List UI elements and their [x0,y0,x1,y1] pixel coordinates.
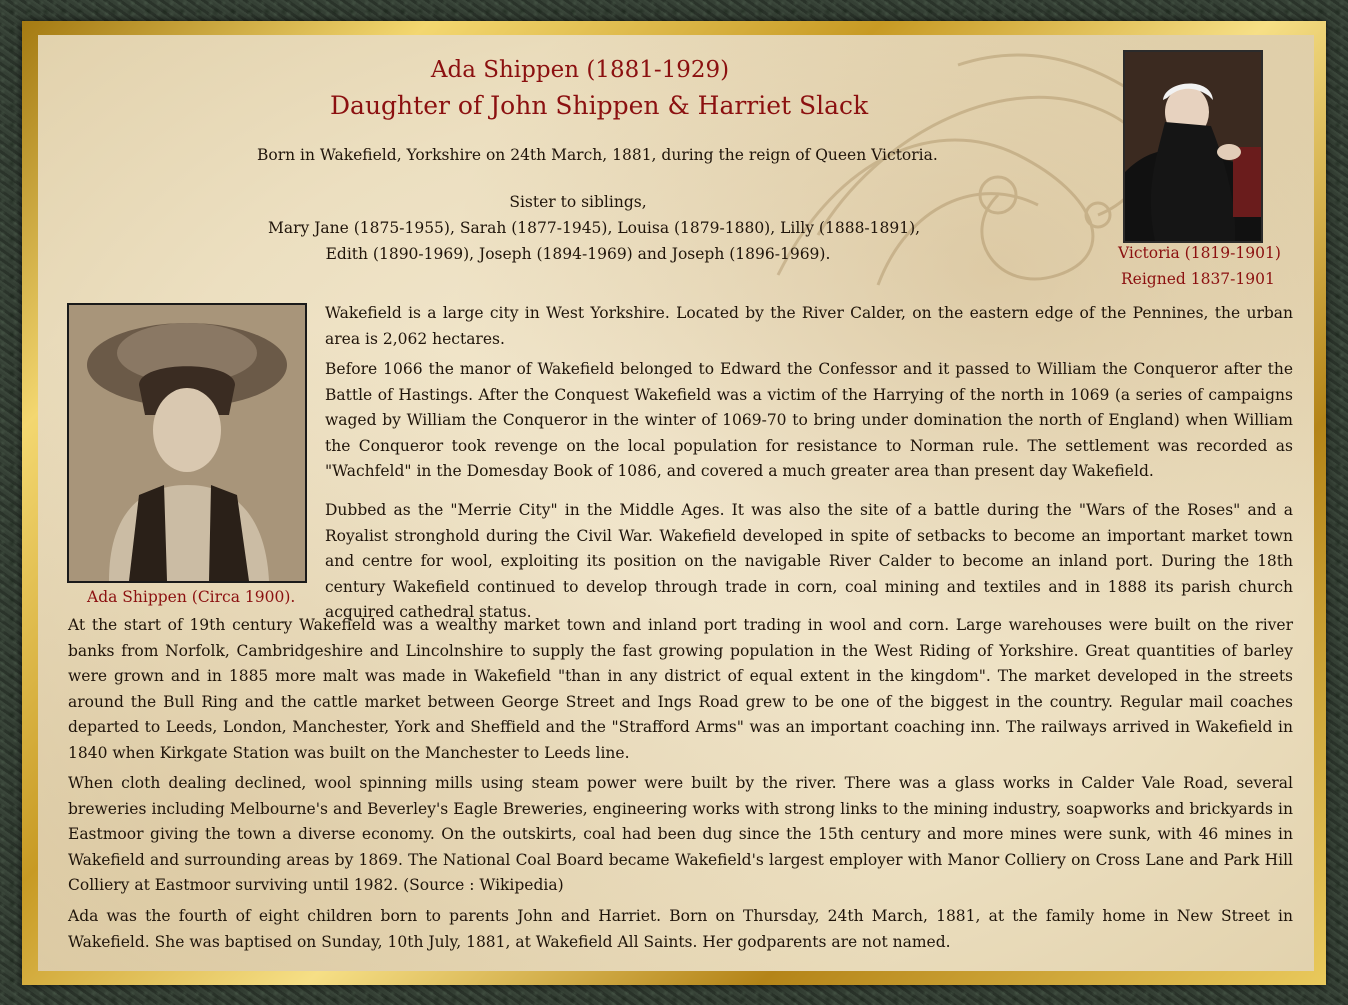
siblings-line-2: Edith (1890-1969), Joseph (1894-1969) and Joseph (1896-1969). [325,245,831,263]
paragraph-early-history: Before 1066 the manor of Wakefield belonged to Edward the Confessor and it passed to William the Conqueror after the Battle of Hastings. After the Conquest Wakefield was a victim of the Harrying of the north in 1069 (a series of campaigns waged by William the Conqueror in the winter of 1069-70 to bring under domination the north of England) when William the Conqueror took revenge on the local population for resistance to Norman rule. The settlement was recorded as "Wachfeld" in the Domesday Book of 1086, and covered a much greater area than present day Wakefield. [325,360,1293,480]
page-subtitle: Daughter of John Shippen & Harriet Slack [330,91,869,120]
queen-victoria-portrait [1123,50,1263,243]
paragraph-ada-birth: Ada was the fourth of eight children born to parents John and Harriet. Born on Thursday, 24th March, 1881, at the family home in New Street in Wakefield. She was baptised on Sunday, 10th July, 1881, at Wakefield All Saints. Her godparents are not named. [68,907,1293,951]
page-title: Ada Shippen (1881-1929) [430,57,730,83]
gold-frame [22,21,1326,985]
parchment-page [38,35,1314,971]
siblings-line-1: Mary Jane (1875-1955), Sarah (1877-1945), Louisa (1879-1880), Lilly (1888-1891), [268,219,921,237]
birth-line: Born in Wakefield, Yorkshire on 24th March, 1881, during the reign of Queen Victoria. [257,146,938,164]
siblings-heading: Sister to siblings, [509,193,647,211]
paragraph-middle-ages: Dubbed as the "Merrie City" in the Middle Ages. It was also the site of a battle during the "Wars of the Roses" and a Royalist stronghold during the Civil War. Wakefield developed in spite of setbacks to become an important market town and centre for wool, exploiting its position on the navigable River Calder to become an inland port. During the 18th century Wakefield continued to develop through trade in corn, coal mining and textiles and in 1888 its parish church acquired cathedral status. [325,501,1293,621]
paragraph-industry: When cloth dealing declined, wool spinning mills using steam power were built by the river. There was a glass works in Calder Vale Road, several breweries including Melbourne's and Beverley's Eagle Breweries, engineering works with strong links to the mining industry, soapworks and brickyards in Eastmoor giving the town a diverse economy. On the outskirts, coal had been dug since the 15th century and more mines were sunk, with 46 mines in Wakefield and surrounding areas by 1869. The National Coal Board became Wakefield's largest employer with Manor Colliery on Cross Lane and Park Hill Colliery at Eastmoor surviving until 1982. (Source : Wikipedia) [68,774,1293,894]
victoria-caption-dates: Victoria (1819-1901) [1118,244,1281,262]
paragraph-wakefield-intro: Wakefield is a large city in West Yorkshire. Located by the River Calder, on the eastern edge of the Pennines, the urban area is 2,062 hectares. [325,304,1293,348]
ada-shippen-portrait [67,303,307,583]
ada-photo-caption: Ada Shippen (Circa 1900). [87,588,296,606]
victoria-caption-reign: Reigned 1837-1901 [1121,270,1275,288]
paragraph-19th-century: At the start of 19th century Wakefield was a wealthy market town and inland port trading in wool and corn. Large warehouses were built on the river banks from Norfolk, Cambridgeshire and Lincolnshire to supply the fast growing population in the West Riding of Yorkshire. Great quantities of barley were grown and in 1885 more malt was made in Wakefield "than in any district of equal extent in the kingdom". The market developed in the streets around the Bull Ring and the cattle market between George Street and Ings Road grew to be one of the biggest in the country. Regular mail coaches departed to Leeds, London, Manchester, York and Sheffield and the "Strafford Arms" was an important coaching inn. The railways arrived in Wakefield in 1840 when Kirkgate Station was built on the Manchester to Leeds line. [68,616,1293,762]
